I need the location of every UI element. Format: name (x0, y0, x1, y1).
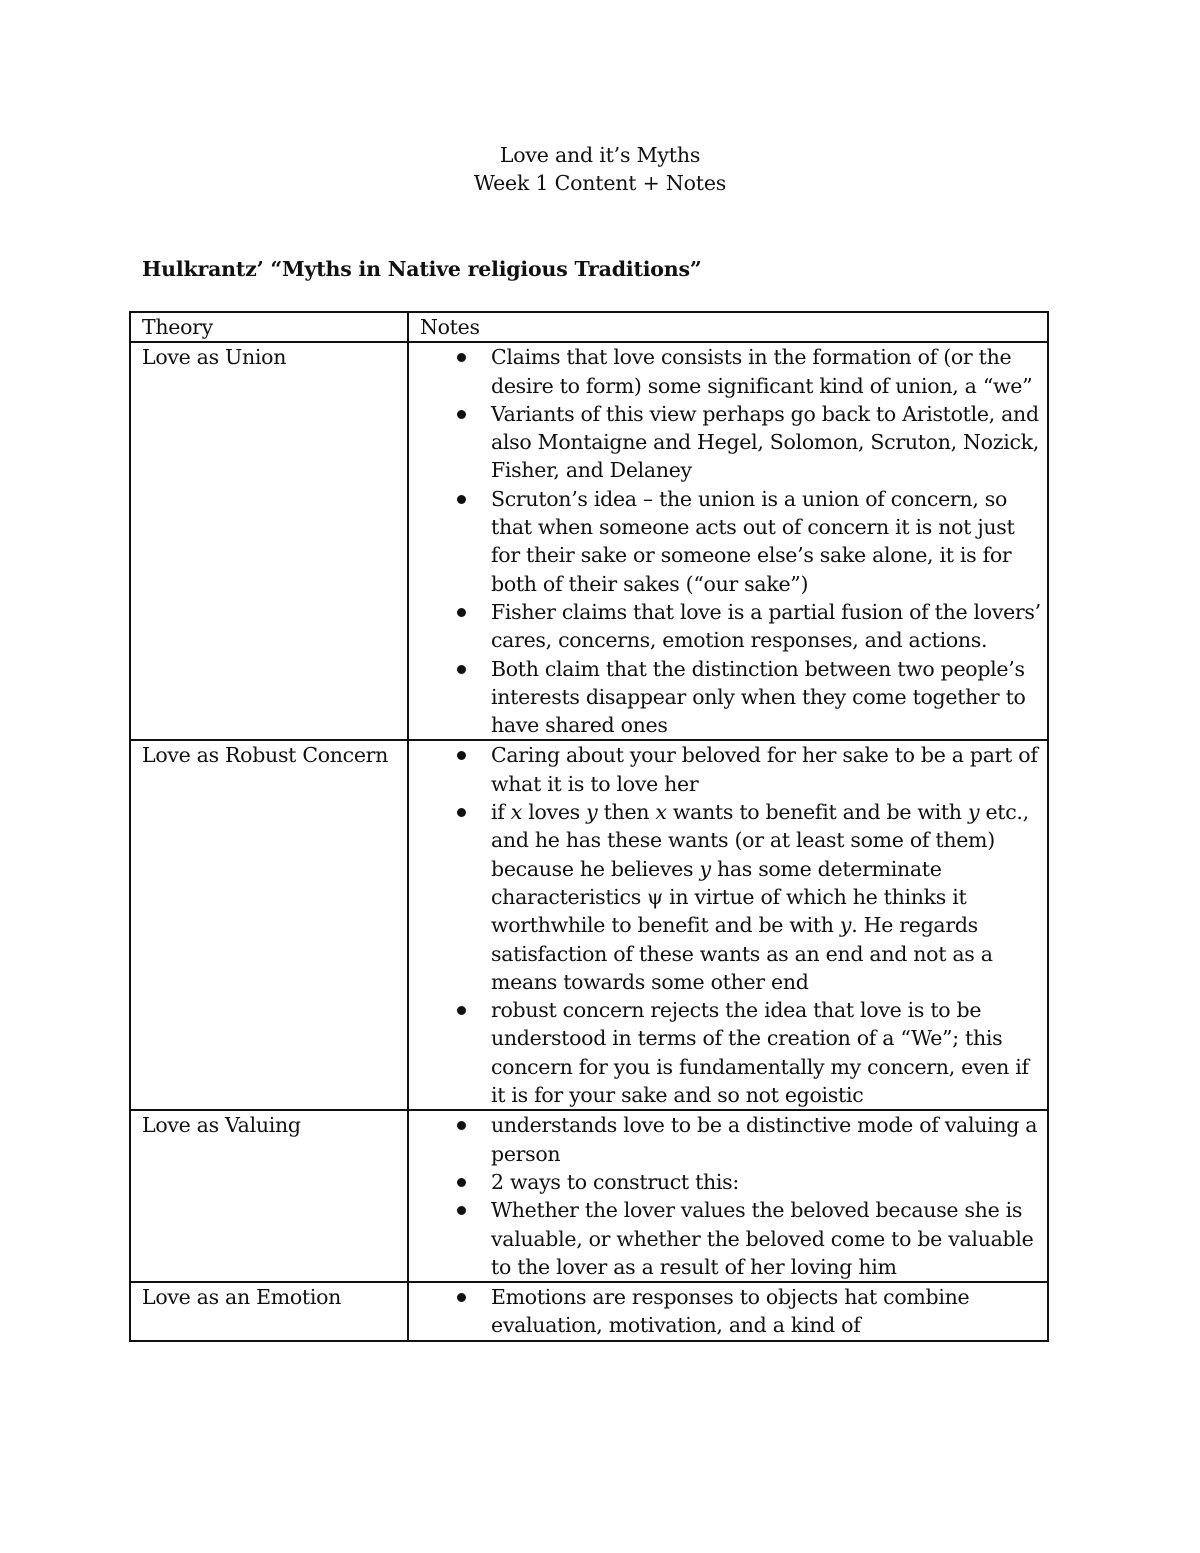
notes-cell (408, 342, 1048, 740)
list-item: Variants of this view perhaps go back to Aristotle, and also Montaigne and Hegel, Solomon, Scruton, Nozick, Fisher, and Delaney (420, 400, 1043, 485)
list-item: Both claim that the distinction between two people’s interests disappear only when they come together to have shared ones (420, 655, 1043, 740)
list-item: Scruton’s idea – the union is a union of concern, so that when someone acts out of concern it is not just for their sake or someone else’s sake alone, it is for both of their sakes (“our sake”) (420, 485, 1043, 598)
theory-cell: Love as an Emotion (130, 1282, 408, 1341)
list-item: robust concern rejects the idea that love is to be understood in terms of the creation of a “We”; this concern for you is fundamentally my concern, even if it is for your sake and so not egoistic (420, 996, 1043, 1109)
list-item: if x loves y then x wants to benefit and be with y etc., and he has these wants (or at least some of them) because he believes y has some determinate characteristics ψ in virtue of which he thinks it worthwhile to benefit and be with y. He regards satisfaction of these wants as an end and not as a means towards some other end (420, 798, 1043, 996)
notes-cell (408, 740, 1048, 1110)
document-header (0, 141, 1200, 197)
notes-cell (408, 1110, 1048, 1282)
theory-cell: Love as Union (130, 342, 408, 740)
section-heading: Hulkrantz’ “Myths in Native religious Traditions” (142, 257, 702, 281)
list-item: Fisher claims that love is a partial fusion of the lovers’ cares, concerns, emotion responses, and actions. (420, 598, 1043, 655)
list-item: Emotions are responses to objects hat combine evaluation, motivation, and a kind of (420, 1283, 1043, 1340)
notes-list (420, 1283, 1043, 1340)
theory-cell: Love as Valuing (130, 1110, 408, 1282)
list-item: understands love to be a distinctive mode of valuing a person (420, 1111, 1043, 1168)
column-header-notes: Notes (408, 312, 1048, 342)
table-row (130, 1110, 1048, 1282)
table-row (130, 342, 1048, 740)
notes-list (420, 343, 1043, 739)
table-row (130, 1282, 1048, 1341)
list-item: 2 ways to construct this: (420, 1168, 1043, 1196)
notes-table (129, 311, 1049, 1342)
list-item: Caring about your beloved for her sake to be a part of what it is to love her (420, 741, 1043, 798)
table-row (130, 740, 1048, 1110)
document-title: Love and it’s Myths (499, 143, 701, 167)
list-item: Claims that love consists in the formation of (or the desire to form) some significant kind of union, a “we” (420, 343, 1043, 400)
table-header-row (130, 312, 1048, 342)
notes-list (420, 741, 1043, 1109)
column-header-theory: Theory (130, 312, 408, 342)
document-subtitle: Week 1 Content + Notes (473, 171, 727, 195)
list-item: Whether the lover values the beloved because she is valuable, or whether the beloved come to be valuable to the lover as a result of her loving him (420, 1196, 1043, 1281)
notes-cell (408, 1282, 1048, 1341)
notes-list (420, 1111, 1043, 1281)
theory-cell: Love as Robust Concern (130, 740, 408, 1110)
